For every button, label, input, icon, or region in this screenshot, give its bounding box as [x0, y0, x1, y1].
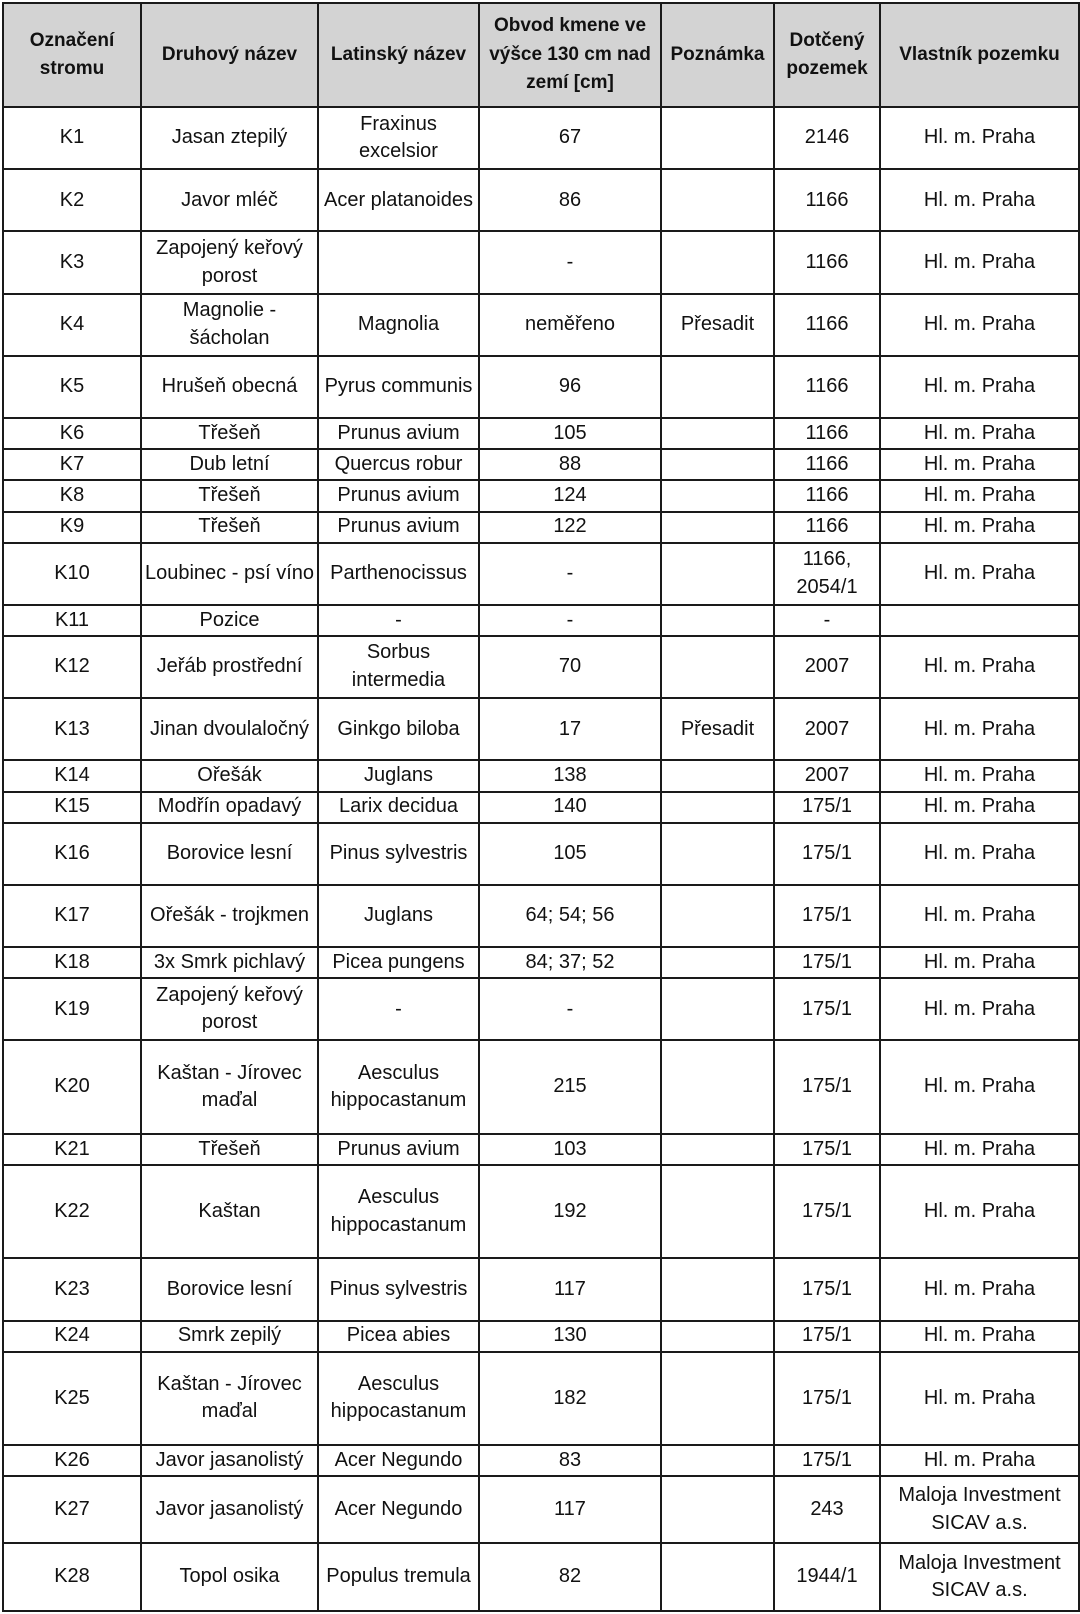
cell-land-owner: Hl. m. Praha: [880, 1258, 1079, 1320]
cell-note: [661, 169, 774, 231]
cell-affected-plot: 2146: [774, 107, 880, 169]
cell-land-owner: Hl. m. Praha: [880, 107, 1079, 169]
cell-note: [661, 1476, 774, 1543]
cell-tree-id: K15: [3, 792, 141, 823]
cell-trunk-circumference: 122: [479, 512, 661, 543]
cell-tree-id: K14: [3, 760, 141, 791]
cell-land-owner: Hl. m. Praha: [880, 947, 1079, 978]
cell-latin-name: Pinus sylvestris: [318, 823, 479, 885]
cell-tree-id: K3: [3, 231, 141, 293]
cell-species-name: 3x Smrk pichlavý: [141, 947, 318, 978]
cell-species-name: Jeřáb prostřední: [141, 636, 318, 698]
tree-inventory-table: [2, 2, 1080, 1612]
cell-land-owner: Hl. m. Praha: [880, 1040, 1079, 1133]
cell-land-owner: Hl. m. Praha: [880, 356, 1079, 418]
table-row: [3, 1134, 1079, 1165]
cell-species-name: Ořešák: [141, 760, 318, 791]
cell-trunk-circumference: -: [479, 605, 661, 636]
cell-affected-plot: 175/1: [774, 947, 880, 978]
cell-trunk-circumference: -: [479, 543, 661, 605]
cell-latin-name: Parthenocissus: [318, 543, 479, 605]
cell-affected-plot: 175/1: [774, 1445, 880, 1476]
cell-species-name: Borovice lesní: [141, 823, 318, 885]
cell-trunk-circumference: 17: [479, 698, 661, 760]
cell-tree-id: K4: [3, 294, 141, 356]
table-row: [3, 294, 1079, 356]
cell-affected-plot: 1166: [774, 512, 880, 543]
cell-land-owner: Maloja Investment SICAV a.s.: [880, 1476, 1079, 1543]
cell-tree-id: K23: [3, 1258, 141, 1320]
cell-latin-name: [318, 231, 479, 293]
cell-species-name: Javor jasanolistý: [141, 1445, 318, 1476]
cell-trunk-circumference: 215: [479, 1040, 661, 1133]
cell-affected-plot: 1166: [774, 449, 880, 480]
cell-note: Přesadit: [661, 698, 774, 760]
header-land-owner: Vlastník pozemku: [880, 3, 1079, 107]
cell-latin-name: Prunus avium: [318, 480, 479, 511]
cell-latin-name: Pinus sylvestris: [318, 1258, 479, 1320]
cell-tree-id: K8: [3, 480, 141, 511]
cell-note: [661, 760, 774, 791]
cell-species-name: Modřín opadavý: [141, 792, 318, 823]
cell-note: [661, 605, 774, 636]
table-row: [3, 947, 1079, 978]
cell-species-name: Loubinec - psí víno: [141, 543, 318, 605]
cell-land-owner: [880, 605, 1079, 636]
cell-affected-plot: 1166: [774, 231, 880, 293]
cell-tree-id: K9: [3, 512, 141, 543]
cell-tree-id: K10: [3, 543, 141, 605]
table-row: [3, 480, 1079, 511]
cell-affected-plot: 243: [774, 1476, 880, 1543]
cell-species-name: Třešeň: [141, 418, 318, 449]
cell-affected-plot: 2007: [774, 760, 880, 791]
table-body: [3, 107, 1079, 1611]
cell-tree-id: K11: [3, 605, 141, 636]
cell-latin-name: Sorbus intermedia: [318, 636, 479, 698]
cell-affected-plot: 175/1: [774, 1040, 880, 1133]
cell-note: [661, 107, 774, 169]
table-row: [3, 1165, 1079, 1258]
cell-latin-name: -: [318, 605, 479, 636]
cell-tree-id: K26: [3, 1445, 141, 1476]
cell-affected-plot: 175/1: [774, 823, 880, 885]
cell-land-owner: Hl. m. Praha: [880, 636, 1079, 698]
cell-note: [661, 978, 774, 1040]
cell-note: [661, 480, 774, 511]
table-row: [3, 885, 1079, 947]
header-tree-id: Označení stromu: [3, 3, 141, 107]
cell-trunk-circumference: 105: [479, 823, 661, 885]
cell-note: [661, 823, 774, 885]
header-affected-plot: Dotčený pozemek: [774, 3, 880, 107]
cell-species-name: Topol osika: [141, 1543, 318, 1611]
cell-tree-id: K20: [3, 1040, 141, 1133]
cell-latin-name: -: [318, 978, 479, 1040]
cell-latin-name: Picea pungens: [318, 947, 479, 978]
cell-affected-plot: 175/1: [774, 885, 880, 947]
cell-trunk-circumference: 117: [479, 1258, 661, 1320]
table-row: [3, 636, 1079, 698]
cell-trunk-circumference: 64; 54; 56: [479, 885, 661, 947]
table-row: [3, 449, 1079, 480]
cell-land-owner: Hl. m. Praha: [880, 1445, 1079, 1476]
cell-species-name: Zapojený keřový porost: [141, 978, 318, 1040]
cell-affected-plot: 175/1: [774, 1352, 880, 1445]
cell-land-owner: Hl. m. Praha: [880, 1321, 1079, 1352]
cell-affected-plot: 1166: [774, 294, 880, 356]
cell-latin-name: Aesculus hippocastanum: [318, 1352, 479, 1445]
cell-latin-name: Ginkgo biloba: [318, 698, 479, 760]
cell-latin-name: Prunus avium: [318, 418, 479, 449]
cell-note: [661, 885, 774, 947]
cell-tree-id: K1: [3, 107, 141, 169]
cell-land-owner: Hl. m. Praha: [880, 294, 1079, 356]
cell-note: [661, 1543, 774, 1611]
cell-tree-id: K16: [3, 823, 141, 885]
cell-tree-id: K7: [3, 449, 141, 480]
table-row: [3, 512, 1079, 543]
cell-land-owner: Hl. m. Praha: [880, 885, 1079, 947]
cell-note: [661, 1165, 774, 1258]
cell-land-owner: Hl. m. Praha: [880, 418, 1079, 449]
cell-species-name: Kaštan - Jírovec maďal: [141, 1352, 318, 1445]
cell-trunk-circumference: 84; 37; 52: [479, 947, 661, 978]
cell-land-owner: Hl. m. Praha: [880, 823, 1079, 885]
cell-note: [661, 1040, 774, 1133]
header-row: [3, 3, 1079, 107]
cell-latin-name: Prunus avium: [318, 1134, 479, 1165]
table-row: [3, 1321, 1079, 1352]
cell-latin-name: Juglans: [318, 885, 479, 947]
table-row: [3, 356, 1079, 418]
table-row: [3, 792, 1079, 823]
cell-species-name: Kaštan: [141, 1165, 318, 1258]
cell-trunk-circumference: 117: [479, 1476, 661, 1543]
cell-note: [661, 356, 774, 418]
cell-land-owner: Hl. m. Praha: [880, 543, 1079, 605]
cell-affected-plot: 175/1: [774, 1165, 880, 1258]
cell-trunk-circumference: -: [479, 231, 661, 293]
cell-species-name: Javor jasanolistý: [141, 1476, 318, 1543]
cell-affected-plot: 1166, 2054/1: [774, 543, 880, 605]
cell-affected-plot: 175/1: [774, 1321, 880, 1352]
table-row: [3, 978, 1079, 1040]
cell-trunk-circumference: 130: [479, 1321, 661, 1352]
cell-species-name: Smrk zepilý: [141, 1321, 318, 1352]
cell-species-name: Kaštan - Jírovec maďal: [141, 1040, 318, 1133]
cell-land-owner: Hl. m. Praha: [880, 1352, 1079, 1445]
cell-note: Přesadit: [661, 294, 774, 356]
cell-trunk-circumference: 83: [479, 1445, 661, 1476]
cell-affected-plot: 175/1: [774, 1134, 880, 1165]
cell-latin-name: Acer Negundo: [318, 1476, 479, 1543]
cell-trunk-circumference: 105: [479, 418, 661, 449]
cell-note: [661, 1134, 774, 1165]
table-row: [3, 107, 1079, 169]
cell-tree-id: K2: [3, 169, 141, 231]
cell-land-owner: Hl. m. Praha: [880, 480, 1079, 511]
cell-latin-name: Populus tremula: [318, 1543, 479, 1611]
cell-latin-name: Aesculus hippocastanum: [318, 1040, 479, 1133]
cell-trunk-circumference: 67: [479, 107, 661, 169]
cell-species-name: Jinan dvoulaločný: [141, 698, 318, 760]
cell-tree-id: K24: [3, 1321, 141, 1352]
cell-trunk-circumference: 138: [479, 760, 661, 791]
cell-tree-id: K19: [3, 978, 141, 1040]
cell-latin-name: Juglans: [318, 760, 479, 791]
cell-affected-plot: 175/1: [774, 1258, 880, 1320]
table-row: [3, 605, 1079, 636]
cell-land-owner: Hl. m. Praha: [880, 792, 1079, 823]
cell-affected-plot: 175/1: [774, 792, 880, 823]
cell-latin-name: Quercus robur: [318, 449, 479, 480]
cell-trunk-circumference: 140: [479, 792, 661, 823]
cell-affected-plot: 1166: [774, 418, 880, 449]
cell-species-name: Pozice: [141, 605, 318, 636]
cell-species-name: Třešeň: [141, 480, 318, 511]
cell-species-name: Zapojený keřový porost: [141, 231, 318, 293]
cell-affected-plot: 1166: [774, 356, 880, 418]
cell-note: [661, 1321, 774, 1352]
cell-species-name: Ořešák - trojkmen: [141, 885, 318, 947]
cell-latin-name: Prunus avium: [318, 512, 479, 543]
table-row: [3, 1543, 1079, 1611]
cell-trunk-circumference: 88: [479, 449, 661, 480]
cell-affected-plot: 2007: [774, 636, 880, 698]
table-row: [3, 823, 1079, 885]
cell-tree-id: K28: [3, 1543, 141, 1611]
table-row: [3, 698, 1079, 760]
table-row: [3, 231, 1079, 293]
cell-latin-name: Aesculus hippocastanum: [318, 1165, 479, 1258]
cell-trunk-circumference: neměřeno: [479, 294, 661, 356]
table-row: [3, 169, 1079, 231]
cell-tree-id: K18: [3, 947, 141, 978]
cell-latin-name: Acer Negundo: [318, 1445, 479, 1476]
cell-tree-id: K5: [3, 356, 141, 418]
cell-land-owner: Hl. m. Praha: [880, 169, 1079, 231]
cell-note: [661, 947, 774, 978]
cell-land-owner: Hl. m. Praha: [880, 1134, 1079, 1165]
cell-affected-plot: -: [774, 605, 880, 636]
cell-species-name: Borovice lesní: [141, 1258, 318, 1320]
header-latin-name: Latinský název: [318, 3, 479, 107]
cell-note: [661, 636, 774, 698]
table-row: [3, 418, 1079, 449]
cell-land-owner: Hl. m. Praha: [880, 1165, 1079, 1258]
cell-note: [661, 418, 774, 449]
cell-latin-name: Fraxinus excelsior: [318, 107, 479, 169]
cell-trunk-circumference: 82: [479, 1543, 661, 1611]
cell-note: [661, 792, 774, 823]
table-row: [3, 543, 1079, 605]
cell-affected-plot: 1166: [774, 480, 880, 511]
cell-latin-name: Larix decidua: [318, 792, 479, 823]
cell-tree-id: K12: [3, 636, 141, 698]
cell-species-name: Třešeň: [141, 1134, 318, 1165]
cell-land-owner: Maloja Investment SICAV a.s.: [880, 1543, 1079, 1611]
cell-trunk-circumference: 96: [479, 356, 661, 418]
cell-land-owner: Hl. m. Praha: [880, 449, 1079, 480]
cell-note: [661, 1445, 774, 1476]
cell-land-owner: Hl. m. Praha: [880, 231, 1079, 293]
cell-land-owner: Hl. m. Praha: [880, 760, 1079, 791]
cell-affected-plot: 1944/1: [774, 1543, 880, 1611]
cell-note: [661, 512, 774, 543]
table-row: [3, 1040, 1079, 1133]
table-row: [3, 1258, 1079, 1320]
cell-trunk-circumference: 192: [479, 1165, 661, 1258]
cell-trunk-circumference: 103: [479, 1134, 661, 1165]
cell-tree-id: K21: [3, 1134, 141, 1165]
cell-tree-id: K6: [3, 418, 141, 449]
cell-species-name: Třešeň: [141, 512, 318, 543]
cell-land-owner: Hl. m. Praha: [880, 698, 1079, 760]
cell-land-owner: Hl. m. Praha: [880, 978, 1079, 1040]
table-row: [3, 760, 1079, 791]
cell-tree-id: K13: [3, 698, 141, 760]
cell-species-name: Hrušeň obecná: [141, 356, 318, 418]
cell-affected-plot: 175/1: [774, 978, 880, 1040]
cell-latin-name: Picea abies: [318, 1321, 479, 1352]
cell-species-name: Dub letní: [141, 449, 318, 480]
table-row: [3, 1445, 1079, 1476]
cell-tree-id: K17: [3, 885, 141, 947]
cell-trunk-circumference: -: [479, 978, 661, 1040]
cell-trunk-circumference: 70: [479, 636, 661, 698]
cell-note: [661, 231, 774, 293]
cell-tree-id: K22: [3, 1165, 141, 1258]
cell-tree-id: K27: [3, 1476, 141, 1543]
header-note: Poznámka: [661, 3, 774, 107]
cell-affected-plot: 2007: [774, 698, 880, 760]
cell-species-name: Jasan ztepilý: [141, 107, 318, 169]
cell-latin-name: Pyrus communis: [318, 356, 479, 418]
cell-note: [661, 543, 774, 605]
header-species-name: Druhový název: [141, 3, 318, 107]
cell-trunk-circumference: 182: [479, 1352, 661, 1445]
table-row: [3, 1352, 1079, 1445]
cell-species-name: Magnolie - šácholan: [141, 294, 318, 356]
cell-land-owner: Hl. m. Praha: [880, 512, 1079, 543]
cell-note: [661, 1258, 774, 1320]
cell-trunk-circumference: 86: [479, 169, 661, 231]
cell-trunk-circumference: 124: [479, 480, 661, 511]
header-trunk-circumference: Obvod kmene ve výšce 130 cm nad zemí [cm]: [479, 3, 661, 107]
cell-affected-plot: 1166: [774, 169, 880, 231]
table-row: [3, 1476, 1079, 1543]
cell-tree-id: K25: [3, 1352, 141, 1445]
cell-note: [661, 449, 774, 480]
cell-species-name: Javor mléč: [141, 169, 318, 231]
cell-latin-name: Magnolia: [318, 294, 479, 356]
cell-note: [661, 1352, 774, 1445]
cell-latin-name: Acer platanoides: [318, 169, 479, 231]
